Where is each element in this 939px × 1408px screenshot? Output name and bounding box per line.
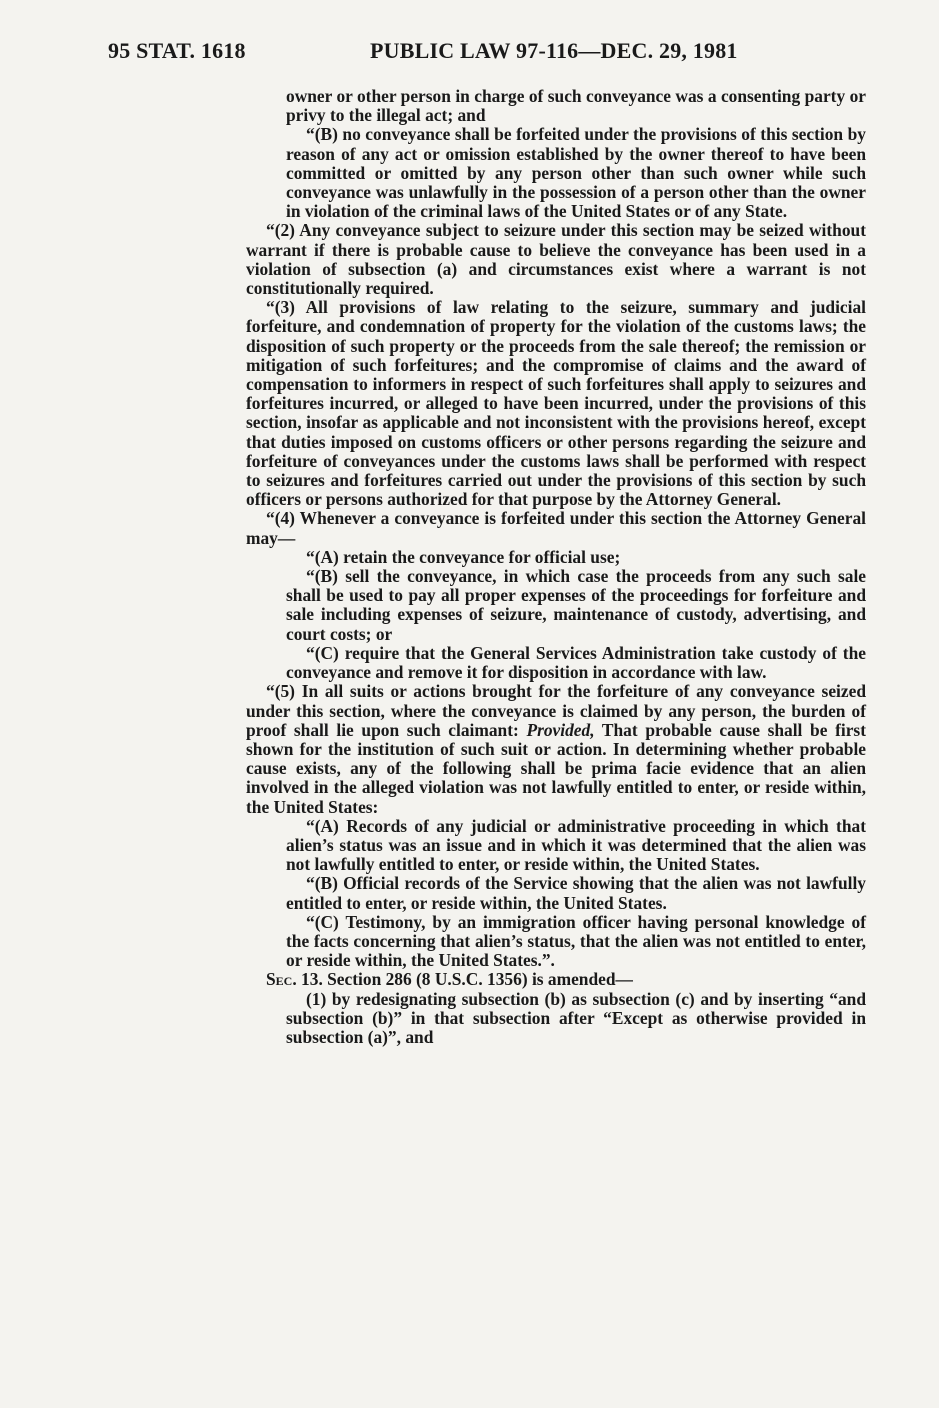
paragraph-b-no-forfeiture: “(B) no conveyance shall be forfeited under the provisions of this section by reason of any act or omission established by the owner thereof to have been committed or omitted by any person other than such owner while such conveyance was unlawfully in the possession of a person other than the owner in violation of the criminal laws of the United States or of any State.	[286, 124, 866, 222]
paragraph-5-burden-of-proof	[246, 682, 866, 816]
paragraph-4-attorney-general: “(4) Whenever a conveyance is forfeited under this section the Attorney General may—	[246, 508, 866, 548]
paragraph-5-text-before: “(5) In all suits or actions brought for the forfeiture of any conveyance seized under this section, where the conveyance is claimed by any person, the burden of proof shall lie upon such claimant:	[246, 681, 866, 740]
paragraph-5-continuation: institution of such suit or action. In determining whether probable cause exists, any of the following shall be prima facie evidence that an alien involved in the alleged violation was not lawfully entitled to enter, or reside within, the United States:	[246, 738, 866, 817]
public-law-title: PUBLIC LAW 97-116—DEC. 29, 1981	[370, 38, 738, 63]
paragraph-4b-sell: “(B) sell the conveyance, in which case the proceeds from any such sale shall be used to pay all proper expenses of the proceedings for forfeiture and sale including expenses of seizure, maintenance of custody, advertising, and court costs; or	[286, 566, 866, 644]
section-label: Sec.	[266, 969, 297, 990]
paragraph-continuation: owner or other person in charge of such conveyance was a consenting party or privy to the illegal act; and	[286, 86, 866, 126]
paragraph-4c-gsa: “(C) require that the General Services Administration take custody of the conveyance and remove it for disposition in accordance with law.	[286, 642, 866, 683]
section-13-text: 13. Section 286 (8 U.S.C. 1356) is amended—	[296, 969, 633, 990]
paragraph-13-1-redesignate: (1) by redesignating subsection (b) as subsection (c) and by inserting “and subsection (b)” in that subsection after “Except as otherwise provided in subsection (a)”, and	[286, 988, 866, 1047]
paragraph-5c-testimony: “(C) Testimony, by an immigration officer having personal knowledge of the facts concerning that alien’s status, that the alien was not entitled to enter, or reside within, the United States.”.	[286, 911, 866, 971]
section-13-heading	[246, 970, 866, 989]
statute-page-number: 95 STAT. 1618	[108, 38, 246, 63]
paragraph-4a-retain: “(A) retain the conveyance for official use;	[306, 546, 621, 567]
paragraph-5a-records: “(A) Records of any judicial or administrative proceeding in which that alien’s status was an issue and in which it was determined that the alien was not lawfully entitled to enter, or reside within, the United States.	[286, 815, 866, 875]
paragraph-5b-official-records: “(B) Official records of the Service showing that the alien was not lawfully entitled to enter, or reside within, the United States.	[286, 873, 866, 913]
paragraph-2-seizure: “(2) Any conveyance subject to seizure under this section may be seized without warrant if there is probable cause to believe the conveyance has been used in a violation of subsection (a) and circumstances exist where a warrant is not constitutionally required.	[246, 220, 866, 299]
paragraph-5-text-after: That probable cause shall be first shown for the	[246, 719, 866, 759]
body-text	[246, 87, 866, 1047]
provided-italic: Provided,	[526, 719, 595, 740]
paragraph-3-customs-laws: “(3) All provisions of law relating to the seizure, summary and judicial forfeiture, and condemnation of property for the violation of the customs laws; the disposition of such property or the proceeds from the sale thereof; the remission or mitigation of such forfeitures; and the compromise of claims and the award of compensation to informers in respect of such forfeitures shall apply to seizures and forfeitures incurred, or alleged to have been incurred, under the provisions of this section, insofar as applicable and not inconsistent with the provisions hereof, except that duties imposed on customs officers or other persons regarding the seizure and forfeiture of conveyances under the customs laws shall be performed with respect to seizures and forfeitures carried out under the provisions of this section by such officers or persons authorized for that purpose by the Attorney General.	[246, 297, 866, 510]
